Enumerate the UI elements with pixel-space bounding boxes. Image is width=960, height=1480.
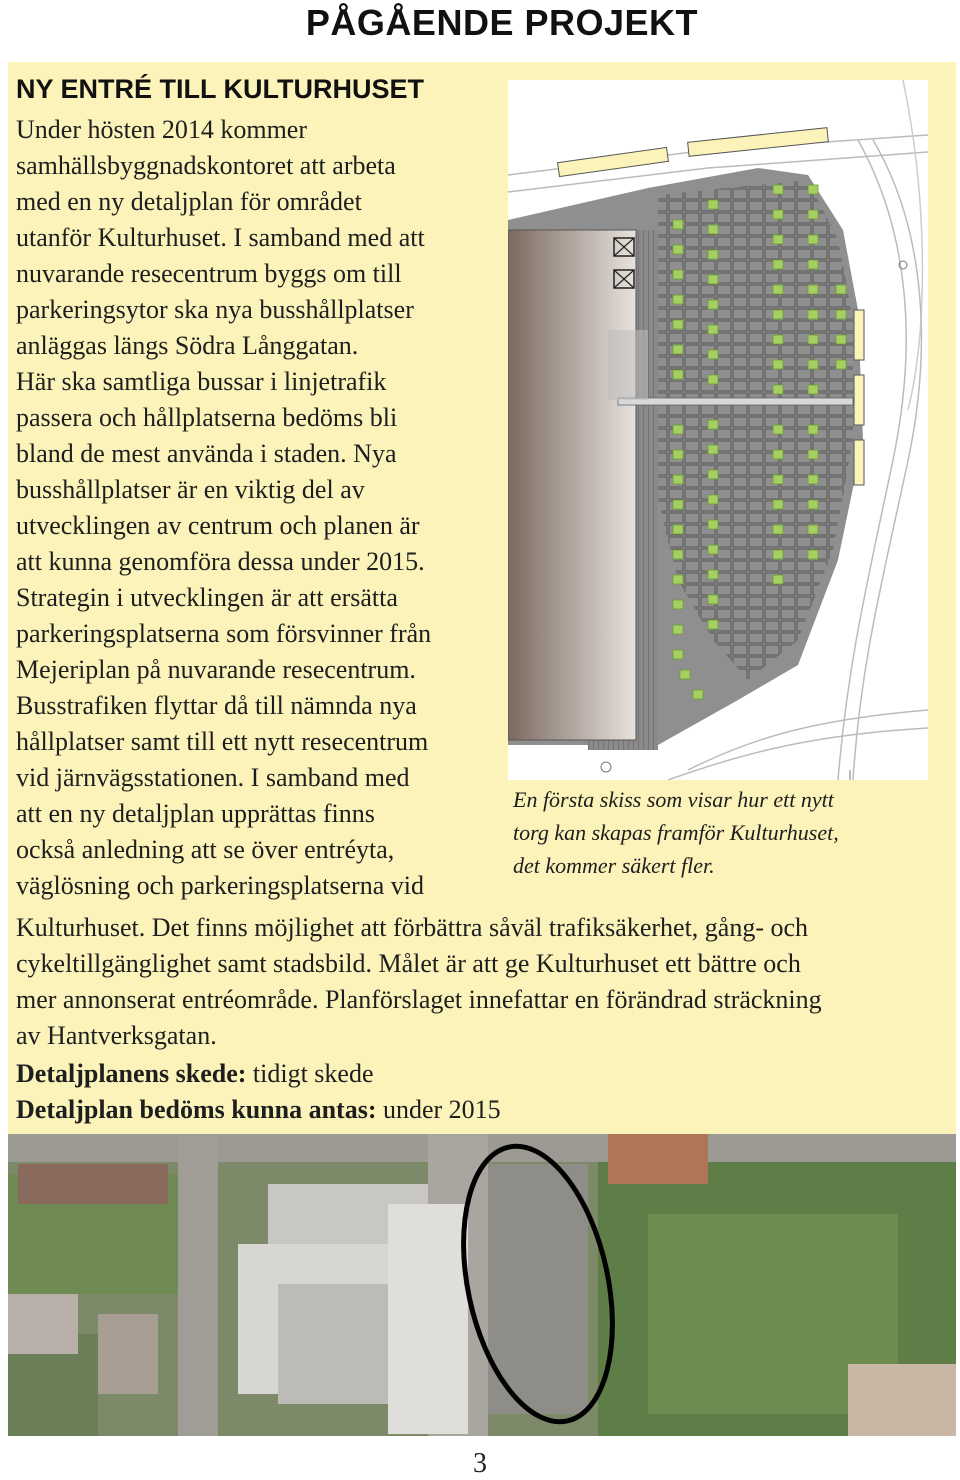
- page-header: [0, 0, 960, 62]
- plan-adoption-line: [16, 1092, 501, 1128]
- sketch-caption-line: det kommer säkert fler.: [513, 853, 715, 878]
- body-line: samhällsbyggnadskontoret att arbeta: [16, 151, 396, 180]
- body-line: Under hösten 2014 kommer: [16, 115, 308, 144]
- body-line: utvecklingen av centrum och planen är: [16, 511, 420, 540]
- body-line: Strategin i utvecklingen är att ersätta: [16, 583, 398, 612]
- aerial-photo: [8, 1134, 956, 1436]
- body-line: nuvarande resecentrum byggs om till: [16, 259, 402, 288]
- body-line: cykeltillgänglighet samt stadsbild. Målet är att ge Kulturhuset ett bättre och: [16, 949, 801, 978]
- body-line: parkeringsplatserna som försvinner från: [16, 619, 432, 648]
- plan-stage-value: tidigt skede: [246, 1059, 374, 1088]
- body-line: passera och hållplatserna bedöms bli: [16, 403, 398, 432]
- body-line: Busstrafiken flyttar då till nämnda nya: [16, 691, 417, 720]
- body-line: vid järnvägsstationen. I samband med: [16, 763, 410, 792]
- plan-stage-line: [16, 1056, 374, 1092]
- plaza-sketch-illustration: [508, 80, 928, 780]
- body-line: att en ny detaljplan upprättas finns: [16, 799, 375, 828]
- plan-adoption-value: under 2015: [376, 1095, 501, 1124]
- article-title: NY ENTRÉ TILL KULTURHUSET: [16, 74, 425, 104]
- body-line: med en ny detaljplan för området: [16, 187, 362, 216]
- body-line: mer annonserat entréområde. Planförslaget innefattar en förändrad sträckning: [16, 985, 822, 1014]
- body-line: busshållplatser är en viktig del av: [16, 475, 365, 504]
- body-line: väglösning och parkeringsplatserna vid: [16, 871, 424, 900]
- body-line: bland de mest använda i staden. Nya: [16, 439, 397, 468]
- page-section-title: PÅGÅENDE PROJEKT: [305, 2, 698, 43]
- body-line: Mejeriplan på nuvarande resecentrum.: [16, 655, 416, 684]
- body-line: av Hantverksgatan.: [16, 1021, 217, 1050]
- body-line: parkeringsytor ska nya busshållplatser: [16, 295, 414, 324]
- body-line: Här ska samtliga bussar i linjetrafik: [16, 367, 387, 396]
- sketch-caption-line: En första skiss som visar hur ett nytt: [513, 787, 834, 812]
- body-line: också anledning att se över entréyta,: [16, 835, 395, 864]
- body-line: att kunna genomföra dessa under 2015.: [16, 547, 425, 576]
- body-line: hållplatser samt till ett nytt resecentrum: [16, 727, 429, 756]
- body-line: anläggas längs Södra Långgatan.: [16, 331, 359, 360]
- page-number: 3: [473, 1448, 487, 1479]
- sketch-caption-line: torg kan skapas framför Kulturhuset,: [513, 820, 839, 845]
- body-line: Kulturhuset. Det finns möjlighet att förbättra såväl trafiksäkerhet, gång- och: [16, 913, 809, 942]
- plan-stage-label: Detaljplanens skede:: [16, 1059, 247, 1088]
- body-line: utanför Kulturhuset. I samband med att: [16, 223, 425, 252]
- plan-adoption-label: Detaljplan bedöms kunna antas:: [16, 1095, 377, 1124]
